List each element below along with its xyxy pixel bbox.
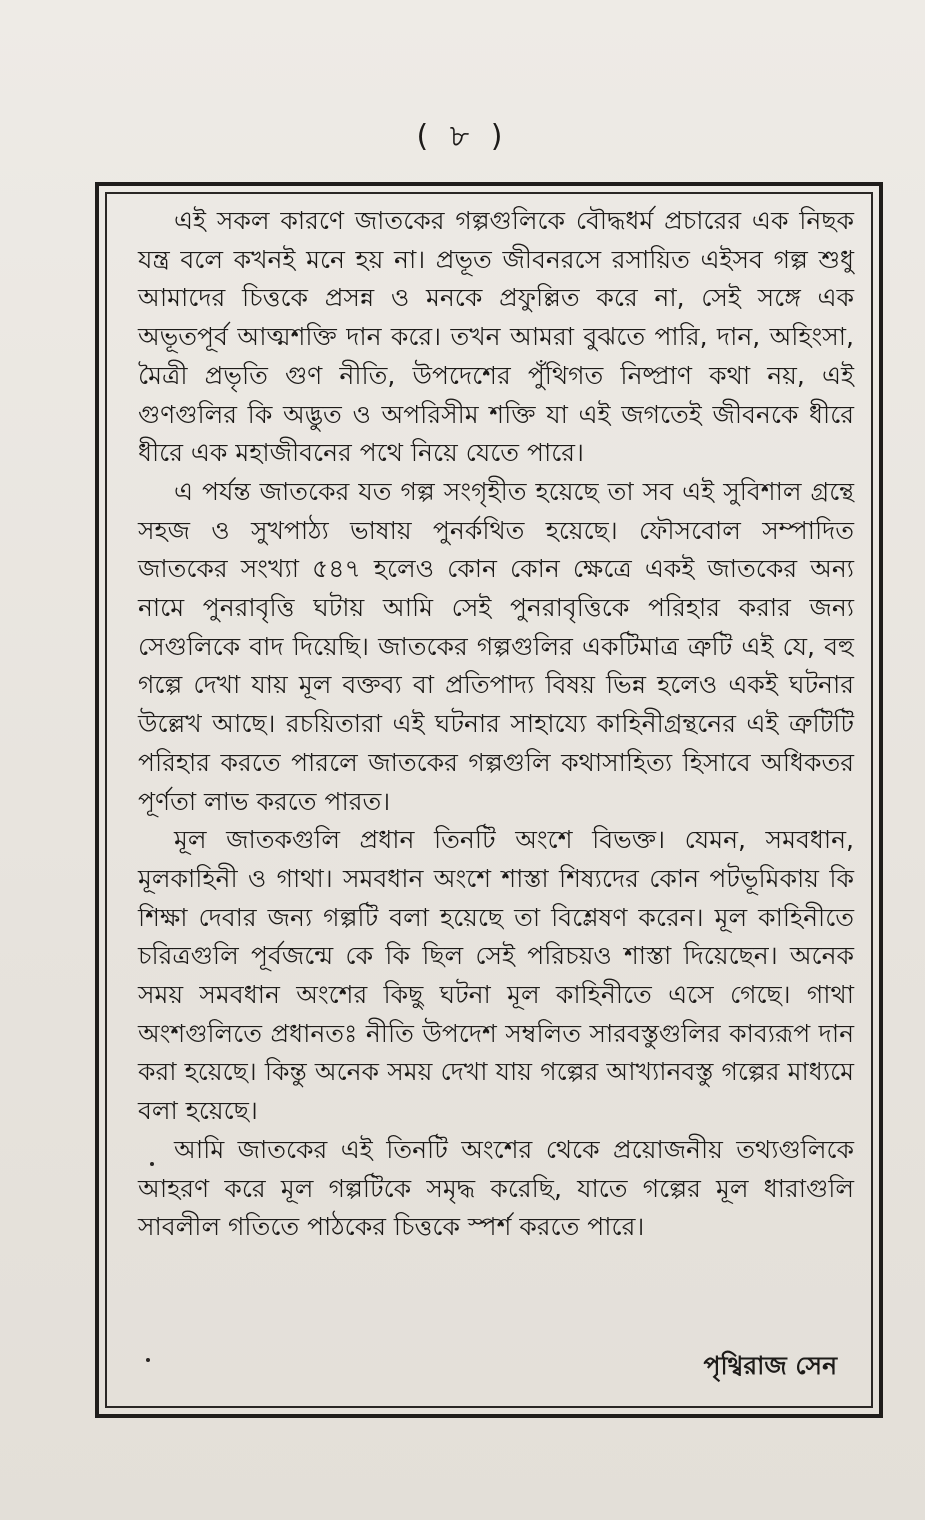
preface-text	[138, 202, 854, 1247]
author-signature: পৃথ্বিরাজ সেন	[703, 1351, 837, 1380]
paragraph: আমি জাতকের এই তিনটি অংশের থেকে প্রয়োজনীয় তথ্যগুলিকে আহরণ করে মূল গল্পটিকে সমৃদ্ধ করেছি, যাতে গল্পের মূল ধারাগুলি সাবলীল গতিতে পাঠকের চিত্তকে স্পর্শ করতে পারে।	[138, 1134, 854, 1242]
page-number: ( ৮ )	[416, 119, 509, 154]
ink-speck	[150, 1162, 154, 1166]
ink-speck	[146, 1358, 150, 1362]
paragraph: মূল জাতকগুলি প্রধান তিনটি অংশে বিভক্ত। যেমন, সমবধান, মূলকাহিনী ও গাথা। সমবধান অংশে শাস্তা শিষ্যদের কোন পটভূমিকায় কি শিক্ষা দেবার জন্য গল্পটি বলা হয়েছে তা বিশ্লেষণ করেন। মূল কাহিনীতে চরিত্রগুলি পূর্বজন্মে কে কি ছিল সেই পরিচয়ও শাস্তা দিয়েছেন। অনেক সময় সমবধান অংশের কিছু ঘটনা মূল কাহিনীতে এসে গেছে। গাথা অংশগুলিতে প্রধানতঃ নীতি উপদেশ সম্বলিত সারবস্তুগুলির কাব্যরূপ দান করা হয়েছে। কিন্তু অনেক সময় দেখা যায় গল্পের আখ্যানবস্তু গল্পের মাধ্যমে বলা হয়েছে।	[138, 825, 854, 1126]
paragraph: এ পর্যন্ত জাতকের যত গল্প সংগৃহীত হয়েছে তা সব এই সুবিশাল গ্রন্থে সহজ ও সুখপাঠ্য ভাষায় পুনর্কথিত হয়েছে। ফৌসবোল সম্পাদিত জাতকের সংখ্যা ৫৪৭ হলেও কোন কোন ক্ষেত্রে একই জাতকের অন্য নামে পুনরাবৃত্তি ঘটায় আমি সেই পুনরাবৃত্তিকে পরিহার করার জন্য সেগুলিকে বাদ দিয়েছি। জাতকের গল্পগুলির একটিমাত্র ত্রুটি এই যে, বহু গল্পে দেখা যায় মূল বক্তব্য বা প্রতিপাদ্য বিষয় ভিন্ন হলেও একই ঘটনার উল্লেখ আছে। রচয়িতারা এই ঘটনার সাহায্যে কাহিনীগ্রন্থনের এই ত্রুটিটি পরিহার করতে পারলে জাতকের গল্পগুলি কথাসাহিত্য হিসাবে অধিকতর পূর্ণতা লাভ করতে পারত।	[138, 476, 854, 816]
paragraph: এই সকল কারণে জাতকের গল্পগুলিকে বৌদ্ধধর্ম প্রচারের এক নিছক যন্ত্র বলে কখনই মনে হয় না। প্রভূত জীবনরসে রসায়িত এইসব গল্প শুধু আমাদের চিত্তকে প্রসন্ন ও মনকে প্রফুল্লিত করে না, সেই সঙ্গে এক অভূতপূর্ব আত্মশক্তি দান করে। তখন আমরা বুঝতে পারি, দান, অহিংসা, মৈত্রী প্রভৃতি গুণ নীতি, উপদেশের পুঁথিগত নিষ্প্রাণ কথা নয়, এই গুণগুলির কি অদ্ভুত ও অপরিসীম শক্তি যা এই জগতেই জীবনকে ধীরে ধীরে এক মহাজীবনের পথে নিয়ে যেতে পারে।	[138, 206, 854, 468]
